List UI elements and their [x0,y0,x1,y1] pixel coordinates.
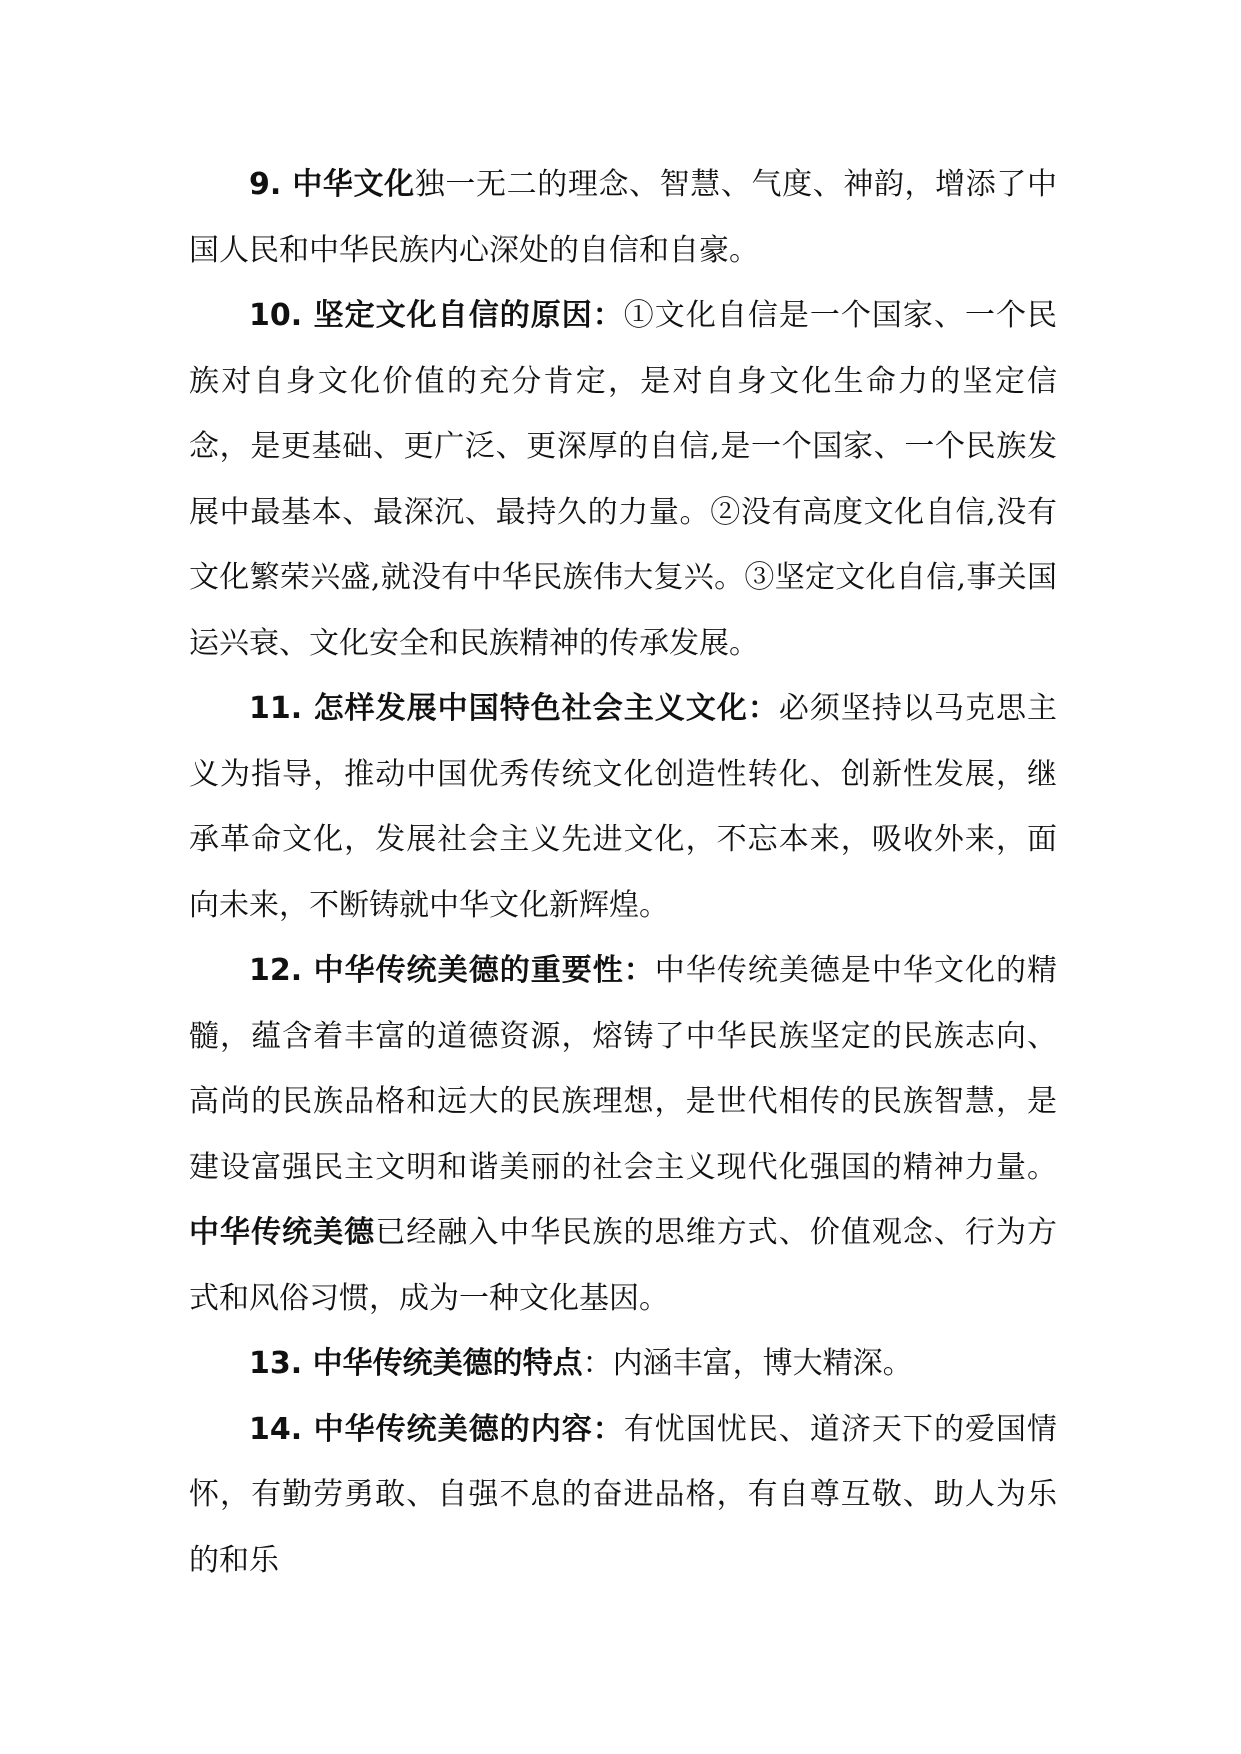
paragraph-text: 有忧国忧民、道济天下的爱国情怀，有勤劳勇敢、自强不息的奋进品格，有自尊互敬、助人为乐的和乐 [189,1411,1058,1578]
paragraph-item-11 [189,676,1057,938]
paragraph-item-10 [189,283,1057,676]
paragraph-text: 中华传统美德是中华文化的精髓，蕴含着丰富的道德资源，熔铸了中华民族坚定的民族志向、高尚的民族品格和远大的民族理想，是世代相传的民族智慧，是建设富强民主文明和谐美丽的社会主义现代化强国的精神力量。 [189,953,1057,1185]
term-heading: 11. 怎样发展中国特色社会主义文化： [249,691,779,726]
paragraph-item-9 [189,152,1057,283]
paragraph-text: 已经融入中华民族的思维方式、价值观念、行为方式和风俗习惯，成为一种文化基因。 [189,1215,1058,1316]
term-heading: 14. 中华传统美德的内容： [249,1411,624,1447]
document-body [189,152,1057,1593]
term-heading: 12. 中华传统美德的重要性： [249,953,655,988]
paragraph-item-13 [189,1331,1057,1397]
paragraph-item-14 [189,1397,1057,1594]
paragraph-text: ①文化自信是一个国家、一个民族对自身文化价值的充分肯定，是对自身文化生命力的坚定信念，是更基础、更广泛、更深厚的自信,是一个国家、一个民族发展中最基本、最深沉、最持久的力量。②没有高度文化自信,没有文化繁荣兴盛,就没有中华民族伟大复兴。③坚定文化自信,事关国运兴衰、文化安全和民族精神的传承发展。 [189,298,1058,661]
term-inline: 中华传统美德 [189,1215,376,1250]
term-heading: 13. 中华传统美德的特点 [249,1346,583,1381]
paragraph-item-12 [189,938,1057,1331]
term-heading: 10. 坚定文化自信的原因： [249,298,624,333]
paragraph-text: 必须坚持以马克思主义为指导，推动中国优秀传统文化创造性转化、创新性发展，继承革命文化，发展社会主义先进文化，不忘本来，吸收外来，面向未来，不断铸就中华文化新辉煌。 [189,691,1057,923]
paragraph-text: ：内涵丰富，博大精深。 [582,1346,913,1381]
paragraph-text: 独一无二的理念、智慧、气度、神韵，增添了中国人民和中华民族内心深处的自信和自豪。 [189,167,1058,268]
term-heading: 9. 中华文化 [249,167,415,202]
